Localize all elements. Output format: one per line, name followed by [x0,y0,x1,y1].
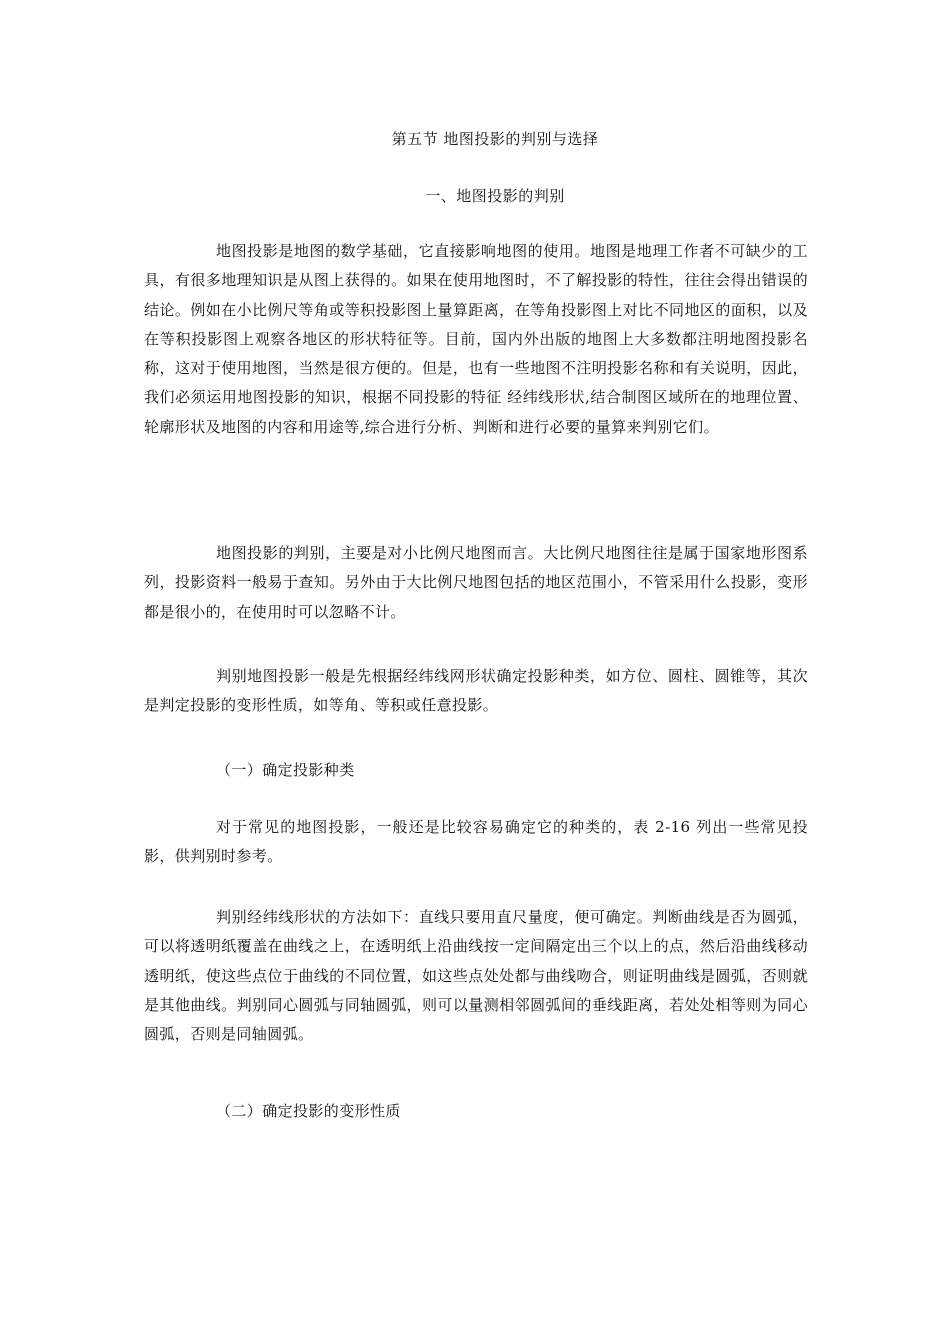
section-title: 一、地图投影的判别 [425,187,565,205]
subheading-distortion-property: （二）确定投影的变形性质 [216,1102,401,1120]
paragraph-scale: 地图投影的判别，主要是对小比例尺地图而言。大比例尺地图往往是属于国家地形图系列，投影资料一般易于查知。另外由于大比例尺地图包括的地区范围小，不管采用什么投影，变形都是很小的，在使用时可以忽略不计。 [144,544,808,621]
subheading-projection-type: （一）确定投影种类 [216,761,355,779]
paragraph-intro: 地图投影是地图的数学基础，它直接影响地图的使用。地图是地理工作者不可缺少的工具，有很多地理知识是从图上获得的。如果在使用地图时，不了解投影的特性，往往会得出错误的结论。例如在小比例尺等角或等积投影图上量算距离，在等角投影图上对比不同地区的面积，以及在等积投影图上观察各地区的形状特征等。目前，国内外出版的地图上大多数都注明地图投影名称，这对于使用地图，当然是很方便的。但是，也有一些地图不注明投影名称和有关说明，因此，我们必须运用地图投影的知识，根据不同投影的特征 经纬线形状,结合制图区域所在的地理位置、轮廓形状及地图的内容和用途等,综合进行分析、判断和进行必要的量算来判别它们。 [144,242,808,436]
paragraph-graticule-shape: 判别经纬线形状的方法如下：直线只要用直尺量度，便可确定。判断曲线是否为圆弧，可以将透明纸覆盖在曲线之上，在透明纸上沿曲线按一定间隔定出三个以上的点，然后沿曲线移动透明纸，使这些点位于曲线的不同位置，如这些点处处都与曲线吻合，则证明曲线是圆弧，否则就是其他曲线。判别同心圆弧与同轴圆弧，则可以量测相邻圆弧间的垂线距离，若处处相等则为同心圆弧，否则是同轴圆弧。 [144,908,808,1044]
page-title: 第五节 地图投影的判别与选择 [391,130,599,148]
paragraph-common-projections: 对于常见的地图投影，一般还是比较容易确定它的种类的，表 2-16 列出一些常见投影，供判别时参考。 [144,818,808,866]
paragraph-method: 判别地图投影一般是先根据经纬线网形状确定投影种类，如方位、圆柱、圆锥等，其次是判定投影的变形性质，如等角、等积或任意投影。 [144,667,808,715]
